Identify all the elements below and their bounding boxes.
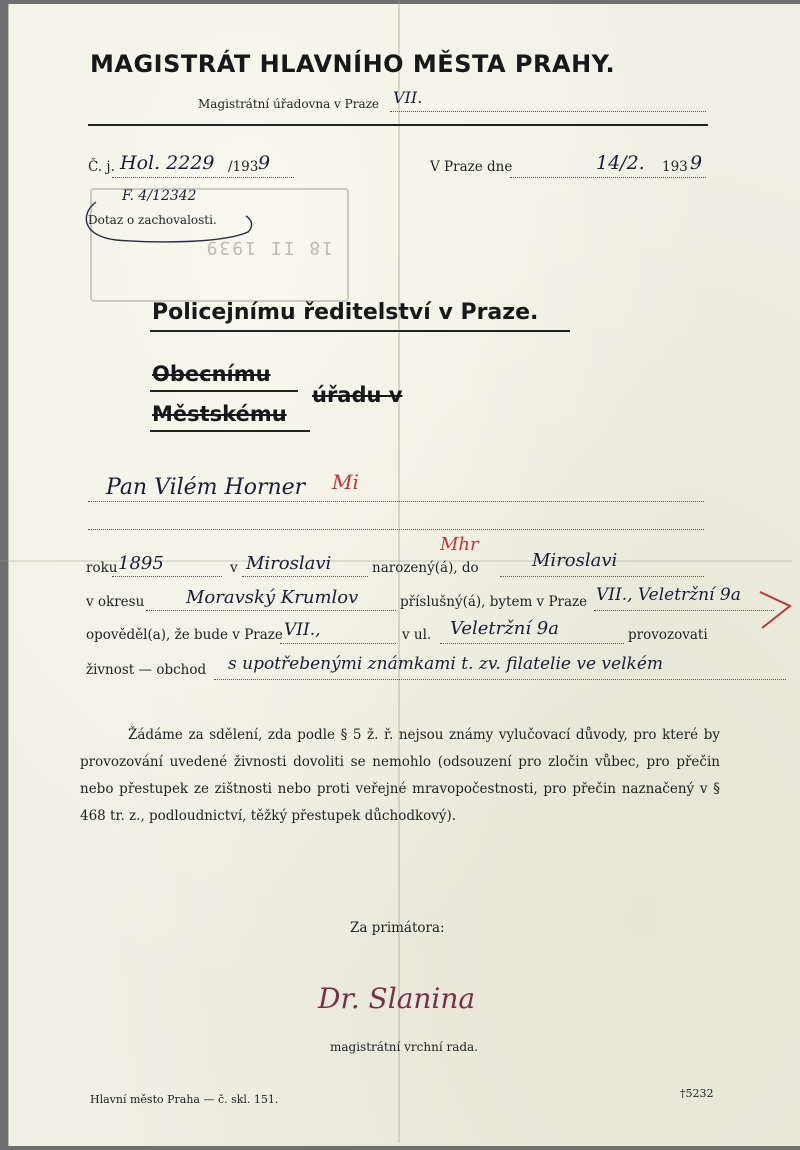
- trade-line: [214, 678, 786, 680]
- belongs-label: příslušný(á), bytem v Praze: [400, 594, 588, 610]
- born-place-value: Miroslavi: [246, 553, 332, 574]
- office-label: Magistrátní úřadovna v Praze: [198, 97, 380, 111]
- person-name: Pan Vilém Horner: [106, 475, 306, 500]
- footer-form-number: Hlavní město Praha — č. skl. 151.: [90, 1093, 279, 1106]
- born-place-line: [242, 575, 368, 577]
- struck-underline-2: [150, 430, 310, 432]
- date-underline: [510, 176, 706, 178]
- street-line: [440, 642, 624, 644]
- addressee-main: Policejnímu ředitelství v Praze.: [152, 300, 539, 325]
- red-mark-name: Mi: [332, 470, 359, 494]
- cj-value: Hol. 2229: [120, 152, 215, 174]
- footer-stock-number: †5232: [680, 1087, 714, 1100]
- residence-line: [594, 609, 774, 611]
- date-value: 14/2.: [596, 152, 645, 174]
- office-value: VII.: [393, 88, 423, 107]
- residence-value: VII., Veletržní 9a: [596, 585, 741, 605]
- born-year-label: roku: [86, 560, 118, 576]
- request-paragraph: [80, 722, 720, 830]
- stamp-text: 18 II 1939: [204, 237, 333, 258]
- office-underline: [390, 110, 706, 112]
- addressee-struck-1: Obecnímu: [152, 362, 271, 386]
- district-label: v okresu: [86, 594, 145, 610]
- declared-district: VII.,: [284, 620, 321, 640]
- born-year-line: [112, 575, 222, 577]
- struck-underline-1: [150, 390, 298, 392]
- declared-label: opověděl(a), že bude v Praze: [86, 627, 283, 643]
- signature-for-label: Za primátora:: [350, 920, 445, 936]
- signature: Dr. Slanina: [318, 982, 476, 1015]
- page-title: MAGISTRÁT HLAVNÍHO MĚSTA PRAHY.: [90, 50, 616, 78]
- street-label: v ul.: [402, 627, 432, 643]
- trade-value: s upotřebenými známkami t. zv. filatelie ve velkém: [228, 654, 664, 674]
- declared-line: [280, 642, 396, 644]
- addressee-struck-2: Městskému: [152, 402, 287, 426]
- street-value: Veletržní 9a: [450, 618, 559, 639]
- header-rule: [88, 124, 708, 126]
- born-place-label: v: [230, 560, 238, 576]
- subject-label: Dotaz o zachovalosti.: [88, 213, 217, 227]
- date-year-label: 193: [662, 159, 688, 175]
- district-value: Moravský Krumlov: [186, 587, 359, 608]
- cj-year-label: /193: [228, 159, 259, 175]
- domicile-line: [500, 575, 704, 577]
- name-line-1: [88, 500, 704, 502]
- born-suffix: narozený(á), do: [372, 560, 479, 576]
- red-arrow-mark: [756, 586, 796, 636]
- domicile-value: Miroslavi: [532, 550, 618, 571]
- cj-year-digit: 9: [258, 152, 271, 174]
- subject-ellipse: [76, 196, 256, 246]
- district-line: [146, 609, 396, 611]
- born-year-value: 1895: [118, 553, 164, 574]
- request-text: Žádáme za sdělení, zda podle § 5 ž. ř. nejsou známy vylučovací důvody, pro které by provozování uvedené živnosti dovoliti se nemohlo (odsouzení pro zločin vůbec, pro přečin nebo přestupek ze zištnosti nebo proti veřejné mravopočestnosti, pro přečin naznačený v § 468 tr. z., podloudnictví, těžký přestupek důchodkový).: [80, 727, 720, 824]
- date-year-digit: 9: [690, 152, 703, 174]
- red-mark-birth: Mhr: [440, 534, 479, 555]
- extra-number: F. 4/12342: [122, 188, 197, 204]
- cj-underline: [112, 176, 294, 178]
- trade-label: živnost — obchod: [86, 662, 207, 678]
- cj-label: Č. j.: [88, 159, 115, 175]
- signature-title: magistrátní vrchní rada.: [330, 1040, 479, 1054]
- name-line-2: [88, 528, 704, 530]
- addressee-struck-3: úřadu v: [312, 383, 403, 407]
- date-label: V Praze dne: [430, 159, 513, 175]
- addressee-underline: [150, 330, 570, 332]
- operate-label: provozovati: [628, 627, 708, 643]
